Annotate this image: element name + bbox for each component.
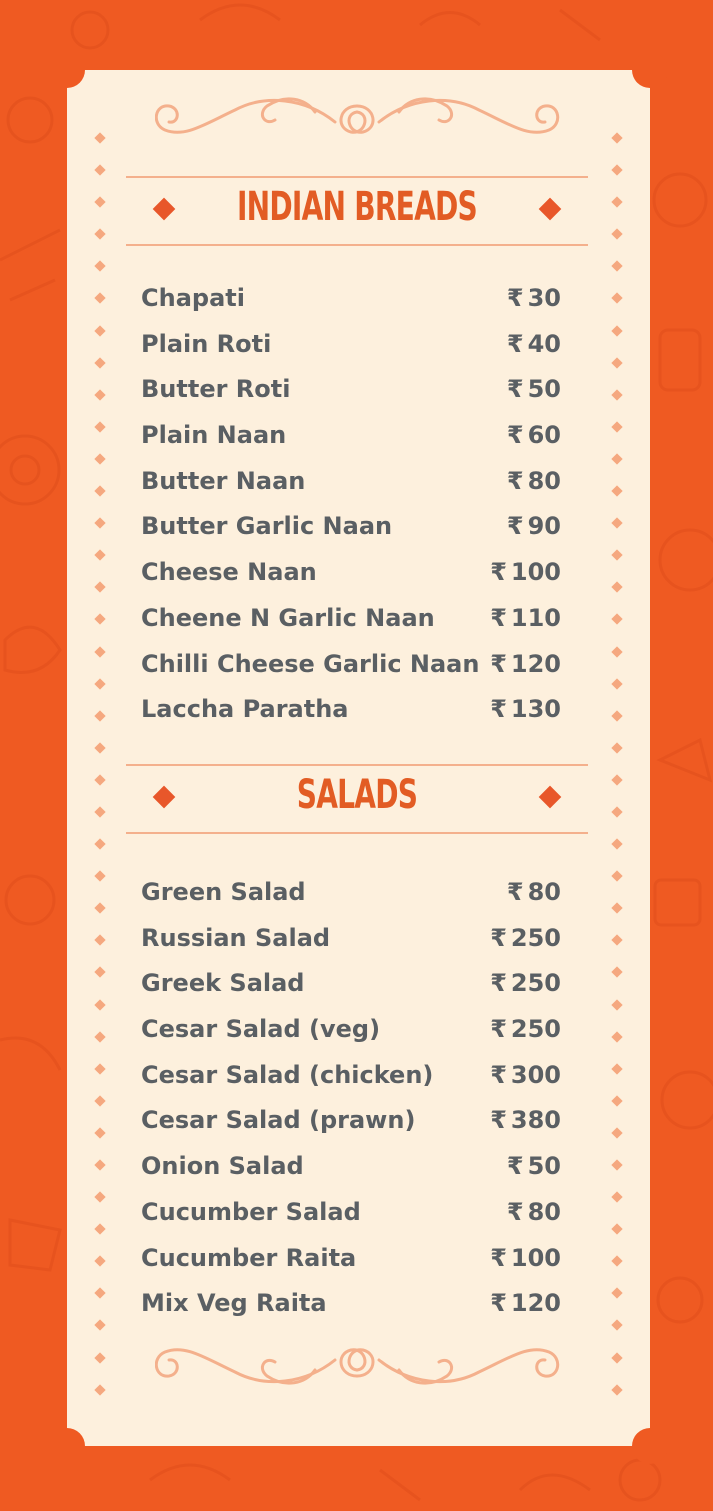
price-value: 130: [510, 695, 561, 724]
border-diamond-dot: [611, 197, 622, 208]
border-diamond-dot: [611, 1288, 622, 1299]
diamond-icon: [153, 786, 176, 809]
price-value: 80: [527, 466, 561, 495]
menu-item-name: Chapati: [141, 284, 245, 312]
border-diamond-dot: [611, 1127, 622, 1138]
rupee-icon: ₹: [506, 878, 524, 906]
menu-item: [141, 916, 561, 962]
border-diamond-dot: [94, 582, 105, 593]
menu-item: [141, 1281, 561, 1327]
border-diamond-dot: [94, 1063, 105, 1074]
bottom-flourish-ornament: [155, 1326, 560, 1390]
border-diamond-dot: [94, 261, 105, 272]
menu-item: [141, 367, 561, 413]
menu-item-name: Butter Naan: [141, 466, 306, 495]
rupee-icon: ₹: [490, 649, 507, 678]
menu-item-price: [507, 421, 561, 449]
border-diamond-dot: [94, 229, 105, 240]
rupee-icon: ₹: [506, 512, 524, 541]
border-diamond-dot: [611, 806, 622, 817]
price-value: 30: [527, 284, 561, 312]
menu-item-name: Cesar Salad (chicken): [141, 1060, 434, 1089]
menu-item-price: [507, 375, 561, 403]
rupee-icon: ₹: [490, 1060, 507, 1089]
border-diamond-dot: [94, 517, 105, 528]
price-value: 120: [510, 1289, 561, 1318]
border-diamond-dot: [611, 164, 622, 175]
price-value: 380: [510, 1106, 561, 1135]
border-diamond-dot: [611, 1191, 622, 1202]
border-diamond-dot: [94, 742, 105, 753]
border-diamond-dot: [611, 1159, 622, 1170]
border-diamond-dot: [611, 485, 622, 496]
menu-item: [141, 870, 561, 916]
menu-item: [141, 1098, 561, 1144]
border-diamond-dot: [94, 132, 105, 143]
border-diamond-dot: [94, 935, 105, 946]
menu-item-price: [507, 284, 561, 312]
price-value: 250: [510, 969, 561, 998]
border-diamond-dot: [611, 229, 622, 240]
rupee-icon: ₹: [490, 1015, 507, 1044]
menu-item-price: [490, 650, 561, 678]
rupee-icon: ₹: [490, 1243, 507, 1272]
border-diamond-dot: [94, 1031, 105, 1042]
border-diamond-dot: [94, 197, 105, 208]
card-corner-notch: [632, 1428, 668, 1464]
rupee-icon: ₹: [490, 558, 507, 587]
border-diamond-dot: [94, 164, 105, 175]
menu-item-name: Butter Garlic Naan: [141, 512, 393, 541]
price-value: 100: [510, 1243, 561, 1272]
menu-item-price: [490, 604, 561, 632]
menu-item: [141, 1144, 561, 1190]
border-diamond-dot: [94, 774, 105, 785]
border-diamond-dot: [611, 1256, 622, 1267]
border-diamond-dot: [611, 582, 622, 593]
border-diamond-dot: [611, 742, 622, 753]
price-value: 60: [527, 421, 561, 450]
border-diamond-dot: [611, 1095, 622, 1106]
border-diamond-dot: [94, 1288, 105, 1299]
menu-item-price: [507, 1152, 561, 1180]
rupee-icon: ₹: [490, 603, 507, 632]
menu-item: [141, 1053, 561, 1099]
border-diamond-dot: [611, 1224, 622, 1235]
border-diamond-dot: [611, 1320, 622, 1331]
rupee-icon: ₹: [506, 1152, 524, 1181]
menu-item-price: [507, 330, 561, 358]
price-value: 80: [527, 1197, 561, 1226]
border-diamond-dot: [94, 870, 105, 881]
border-diamond-dot: [94, 678, 105, 689]
salads-list: [141, 870, 561, 1327]
menu-item-name: Cheene N Garlic Naan: [141, 603, 435, 632]
section-title: INDIAN BREADS: [237, 184, 477, 230]
border-diamond-dot: [94, 1159, 105, 1170]
menu-item: [141, 459, 561, 505]
rupee-icon: ₹: [506, 329, 524, 358]
rupee-icon: ₹: [506, 284, 524, 312]
menu-item-price: [490, 969, 561, 997]
border-diamond-dot: [94, 293, 105, 304]
menu-item: [141, 1190, 561, 1236]
menu-item: [141, 276, 561, 322]
border-diamond-dot: [94, 614, 105, 625]
menu-item: [141, 1236, 561, 1282]
card-corner-notch: [49, 52, 85, 88]
border-diamond-dot: [611, 774, 622, 785]
section-header-indian-breads: [126, 176, 588, 246]
diamond-icon: [539, 198, 562, 221]
menu-item-name: Onion Salad: [141, 1152, 304, 1181]
border-diamond-dot: [94, 1127, 105, 1138]
border-diamond-dot: [611, 517, 622, 528]
menu-item-price: [507, 1198, 561, 1226]
menu-item-name: Cucumber Raita: [141, 1243, 357, 1272]
border-diamond-dot: [94, 1224, 105, 1235]
border-diamond-dot: [94, 1256, 105, 1267]
price-value: 250: [510, 1015, 561, 1044]
border-diamond-dot: [611, 357, 622, 368]
menu-item-name: Greek Salad: [141, 969, 305, 998]
section-title: SALADS: [296, 772, 418, 818]
border-diamond-dot: [94, 325, 105, 336]
border-diamond-dot: [611, 1384, 622, 1395]
border-diamond-dot: [611, 453, 622, 464]
border-diamond-dot: [94, 1191, 105, 1202]
border-diamond-dot: [94, 1384, 105, 1395]
rupee-icon: ₹: [490, 1289, 507, 1318]
menu-item-price: [490, 924, 561, 952]
diamond-icon: [153, 198, 176, 221]
menu-item-name: Laccha Paratha: [141, 695, 349, 724]
menu-item-name: Cesar Salad (veg): [141, 1015, 381, 1044]
price-value: 50: [527, 375, 561, 404]
border-diamond-dot: [611, 838, 622, 849]
price-value: 120: [510, 649, 561, 678]
border-diamond-dot: [94, 389, 105, 400]
border-diamond-dot: [94, 838, 105, 849]
menu-item: [141, 687, 561, 733]
price-value: 110: [510, 603, 561, 632]
menu-item-name: Green Salad: [141, 878, 306, 906]
menu-item-price: [507, 512, 561, 540]
menu-item-price: [490, 1289, 561, 1317]
menu-item-name: Cucumber Salad: [141, 1197, 361, 1226]
rupee-icon: ₹: [490, 969, 507, 998]
menu-item-name: Cesar Salad (prawn): [141, 1106, 416, 1135]
border-diamond-dot: [94, 550, 105, 561]
border-diamond-dot: [611, 678, 622, 689]
price-value: 250: [510, 923, 561, 952]
rupee-icon: ₹: [490, 1106, 507, 1135]
border-diamond-dot: [611, 293, 622, 304]
menu-item: [141, 596, 561, 642]
border-diamond-dot: [94, 999, 105, 1010]
menu-item: [141, 413, 561, 459]
border-diamond-dot: [94, 646, 105, 657]
menu-item-price: [490, 695, 561, 723]
border-diamond-dot: [94, 453, 105, 464]
menu-item: [141, 961, 561, 1007]
border-diamond-dot: [611, 550, 622, 561]
menu-item-price: [490, 1244, 561, 1272]
menu-item-price: [507, 467, 561, 495]
price-value: 300: [510, 1060, 561, 1089]
border-diamond-dot: [611, 1031, 622, 1042]
price-value: 80: [527, 878, 561, 906]
rupee-icon: ₹: [490, 923, 507, 952]
price-value: 100: [510, 558, 561, 587]
menu-item-price: [507, 878, 561, 906]
left-diamond-border: [93, 134, 107, 1394]
border-diamond-dot: [611, 261, 622, 272]
border-diamond-dot: [611, 646, 622, 657]
menu-item-price: [490, 1106, 561, 1134]
menu-item-name: Plain Roti: [141, 329, 272, 358]
rupee-icon: ₹: [506, 375, 524, 404]
border-diamond-dot: [94, 1352, 105, 1363]
border-diamond-dot: [94, 421, 105, 432]
menu-card: [67, 70, 650, 1446]
border-diamond-dot: [611, 935, 622, 946]
menu-item: [141, 504, 561, 550]
price-value: 40: [527, 329, 561, 358]
border-diamond-dot: [611, 614, 622, 625]
border-diamond-dot: [611, 870, 622, 881]
border-diamond-dot: [94, 806, 105, 817]
border-diamond-dot: [94, 903, 105, 914]
border-diamond-dot: [94, 967, 105, 978]
rupee-icon: ₹: [490, 695, 507, 724]
rupee-icon: ₹: [506, 421, 524, 450]
border-diamond-dot: [611, 325, 622, 336]
top-flourish-ornament: [155, 92, 560, 156]
card-corner-notch: [49, 1428, 85, 1464]
border-diamond-dot: [611, 903, 622, 914]
border-diamond-dot: [611, 1352, 622, 1363]
menu-item-price: [490, 558, 561, 586]
border-diamond-dot: [611, 421, 622, 432]
menu-item: [141, 642, 561, 688]
menu-item-price: [490, 1061, 561, 1089]
price-value: 90: [527, 512, 561, 541]
menu-item-name: Mix Veg Raita: [141, 1289, 327, 1318]
rupee-icon: ₹: [506, 466, 524, 495]
card-corner-notch: [632, 52, 668, 88]
section-header-salads: [126, 764, 588, 834]
indian-breads-list: [141, 276, 561, 733]
border-diamond-dot: [94, 710, 105, 721]
menu-item-name: Russian Salad: [141, 923, 331, 952]
border-diamond-dot: [611, 710, 622, 721]
border-diamond-dot: [94, 1095, 105, 1106]
menu-item-name: Chilli Cheese Garlic Naan: [141, 649, 480, 678]
border-diamond-dot: [94, 1320, 105, 1331]
price-value: 50: [527, 1152, 561, 1181]
border-diamond-dot: [611, 967, 622, 978]
border-diamond-dot: [611, 1063, 622, 1074]
rupee-icon: ₹: [506, 1197, 524, 1226]
border-diamond-dot: [611, 389, 622, 400]
menu-item-name: Cheese Naan: [141, 558, 317, 587]
menu-item-name: Plain Naan: [141, 421, 287, 450]
border-diamond-dot: [611, 999, 622, 1010]
right-diamond-border: [610, 134, 624, 1394]
diamond-icon: [539, 786, 562, 809]
border-diamond-dot: [94, 357, 105, 368]
menu-item-name: Butter Roti: [141, 375, 291, 404]
menu-item-price: [490, 1015, 561, 1043]
menu-item: [141, 322, 561, 368]
border-diamond-dot: [611, 132, 622, 143]
menu-item: [141, 1007, 561, 1053]
menu-item: [141, 550, 561, 596]
border-diamond-dot: [94, 485, 105, 496]
